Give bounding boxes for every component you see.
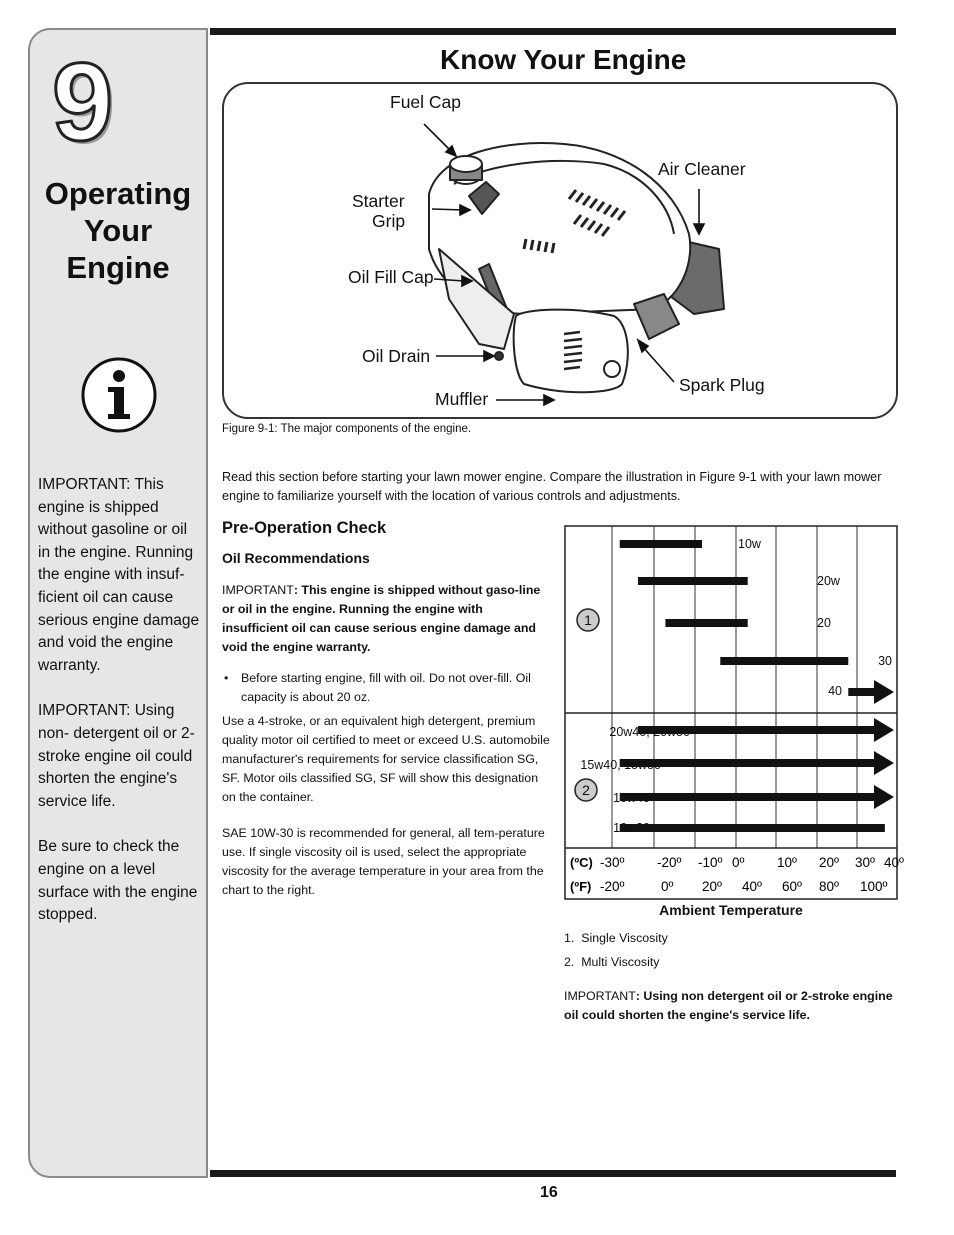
starter-grip-label-line1: Starter [352,191,405,211]
x-tick-label-c: -20º [657,855,682,870]
x-tick-label-f: 80º [819,879,839,894]
x-tick-label-c: 10º [777,855,797,870]
chart-legend [564,926,668,974]
spark-plug-label: Spark Plug [679,375,765,395]
sidebar-notes [38,474,200,950]
important-notice [222,581,552,657]
bar-label: 20w40, 20w50 [609,725,690,739]
viscosity-chart [564,525,904,900]
info-icon [80,356,158,434]
engine-illustration [224,84,900,421]
bullet-icon: • [224,671,229,685]
bar-label: 40 [828,684,842,698]
x-tick-label-c: 30º [855,855,875,870]
important-prefix: IMPORTANT [564,989,636,1003]
intro-paragraph: Read this section before starting your lawn mower engine. Compare the illustration in Figure 9-1 with your lawn mower engine to familiarize yourself with the location of various controls and adjustments. [222,470,882,503]
axis-unit-f: (ºF) [570,879,592,894]
chart-x-label: Ambient Temperature [659,902,803,918]
chart-bar-arrow [874,680,894,704]
chart-bar [620,793,876,801]
chart-bar-arrow [874,785,894,809]
bar-label: 10w [738,537,761,551]
chapter-number: 9 [52,41,114,164]
chart-bar [665,619,747,627]
x-tick-label-c: -30º [600,855,625,870]
axis-unit-c: (ºC) [570,855,593,870]
chart-bar [848,688,876,696]
bar-label: 20w [817,574,840,588]
muffler-label: Muffler [435,389,489,409]
header-rule [210,28,896,35]
important-text: : This engine is shipped without gaso-line or oil in the engine. Running the engine with insufficient oil can cause serious engine damage and void the engine warranty. [222,583,541,654]
x-tick-label-f: -20º [600,879,625,894]
x-tick-label-c: -10º [698,855,723,870]
bullet-item [222,669,552,707]
starter-grip-label-line2: Grip [372,211,406,231]
page-title: Know Your Engine [440,44,687,75]
chart-bar [720,657,848,665]
x-tick-label-f: 20º [702,879,722,894]
chart-bar [620,540,702,548]
subsection-heading: Oil Recommendations [222,550,370,566]
bar-label: 10w30 [613,821,650,835]
chart-bar-arrow [874,751,894,775]
engine-figure [222,82,898,419]
x-tick-label-c: 40º [884,855,904,870]
air-cleaner-label: Air Cleaner [658,159,746,179]
group-marker-label: 2 [582,782,590,798]
oil-fill-cap-label: Oil Fill Cap [348,267,434,287]
bar-label: 15w40, 15w50 [580,758,661,772]
chapter-title-line: Your [83,213,153,248]
chapter-title-line: Operating [44,176,192,211]
section-heading: Pre-Operation Check [222,519,387,537]
x-tick-label-f: 40º [742,879,762,894]
page-number: 16 [540,1184,558,1201]
legend-item-label: Multi Viscosity [581,955,660,969]
fuel-cap-label: Fuel Cap [390,92,462,112]
x-tick-label-c: 0º [732,855,745,870]
x-tick-label-f: 100º [860,879,888,894]
legend-item: 1. Single Viscosity [564,931,668,945]
group-marker-label: 1 [584,612,592,628]
sae-paragraph: SAE 10W-30 is recommended for general, all tem-perature use. If single viscosity oil is used, select the appropriate viscosity for the average temperature in your area from the chart to the right. [222,826,545,897]
oil-drain-label: Oil Drain [362,346,431,366]
bullet-text: Before starting engine, fill with oil. Do not over-fill. Oil capacity is about 20 oz. [241,671,531,704]
legend-item-label: Single Viscosity [581,931,668,945]
footer-rule [210,1170,896,1177]
important-notice-2 [564,987,898,1025]
bar-label: 10w40 [613,791,650,805]
sidebar-note: Be sure to check the engine on a level surface with the engine stopped. [38,838,198,924]
chapter-title-line: Engine [66,250,170,285]
sidebar-note: IMPORTANT: This engine is shipped without gasoline or oil in the engine. Running the engine with insuf-ficient oil can cause serious engine damage and void the engine warranty. [38,476,200,674]
chart-bar [620,824,885,832]
legend-item: 2. Multi Viscosity [564,955,660,969]
important-text: : Using non detergent oil or 2-stroke engine oil could shorten the engine's service life. [564,989,893,1022]
chapter-title [30,175,206,286]
figure-caption: Figure 9-1: The major components of the engine. [222,423,472,435]
x-tick-label-f: 60º [782,879,802,894]
important-prefix: IMPORTANT [222,583,294,597]
x-tick-label-c: 20º [819,855,839,870]
chart-bar-arrow [874,718,894,742]
x-tick-label-f: 0º [661,879,674,894]
oil-paragraph: Use a 4-stroke, or an equivalent high detergent, premium quality motor oil certified to meet or exceed U.S. automobile manufacturer's requirements for service classification SG, SF. Motor oils classified SG, SF will show this designation on the container. [222,714,550,804]
chart-bar [638,577,748,585]
bar-label: 20 [817,616,831,630]
sidebar-note: IMPORTANT: Using non- detergent oil or 2-stroke engine oil could shorten the engine's service life. [38,702,195,810]
bar-label: 30 [878,654,892,668]
